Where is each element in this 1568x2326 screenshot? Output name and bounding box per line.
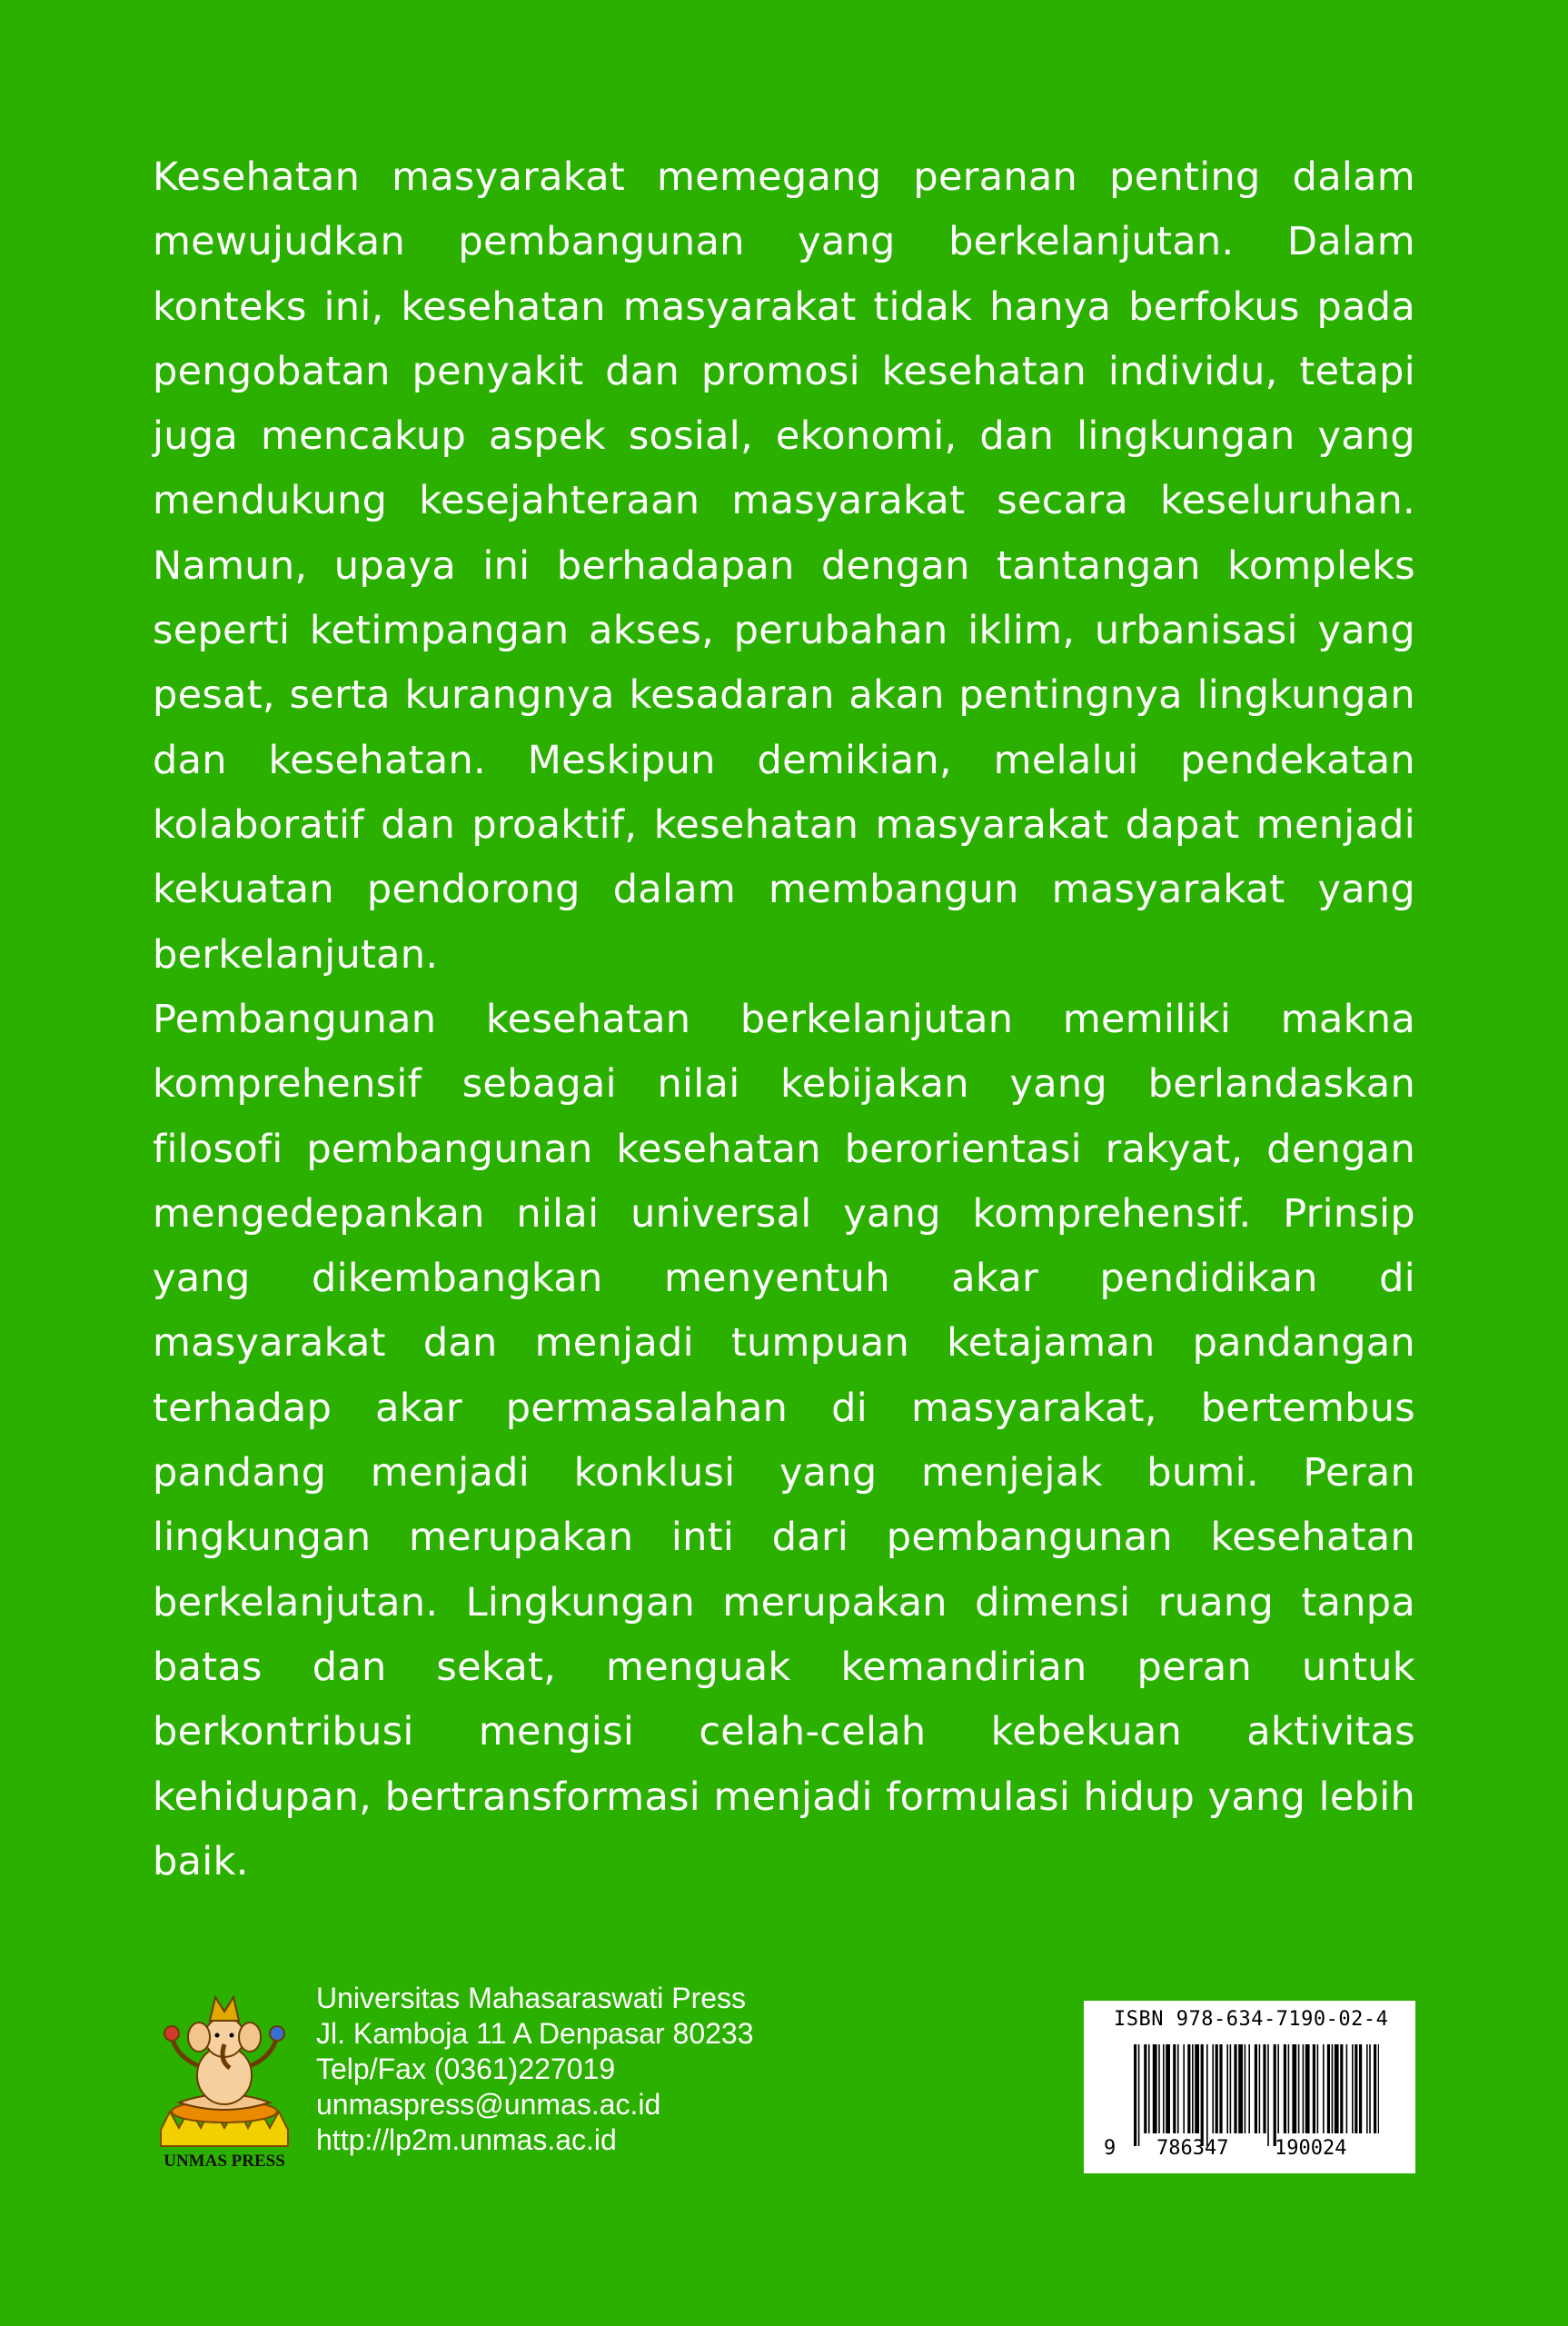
barcode-left-digits: 786347 [1156,2137,1229,2160]
publisher-phone: Telp/Fax (0361)227019 [316,2053,616,2085]
publisher-name: Universitas Mahasaraswati Press [316,1982,747,2014]
blurb-paragraph-1: Kesehatan masyarakat memegang peranan penting dalam mewujudkan pembangunan yang berkelanjutan. Dalam konteks ini, kesehatan masyarakat tidak hanya berfokus pada pengobatan penyakit dan promosi kesehatan individu, tetapi juga mencakup aspek sosial, ekonomi, dan lingkungan yang mendukung kesejahteraan masyarakat secara keseluruhan. Namun, upaya ini berhadapan dengan tantangan kompleks seperti ketimpangan akses, perubahan iklim, urbanisasi yang pesat, serta kurangnya kesadaran akan pentingnya lingkungan dan kesehatan. Meskipun demikian, melalui pendekatan kolaboratif dan proaktif, kesehatan masyarakat dapat menjadi kekuatan pendorong dalam membangun masyarakat yang berkelanjutan. [153,154,1415,978]
publisher-info [316,1981,754,2158]
barcode-right-digits: 190024 [1275,2137,1347,2160]
blurb-paragraph-2: Pembangunan kesehatan berkelanjutan memiliki makna komprehensif sebagai nilai kebijakan yang berlandaskan filosofi pembangunan kesehatan berorientasi rakyat, dengan mengedepankan nilai universal yang komprehensif. Prinsip yang dikembangkan menyentuh akar pendidikan di masyarakat dan menjadi tumpuan ketajaman pandangan terhadap akar permasalahan di masyarakat, bertembus pandang menjadi konklusi yang menjejak bumi. Peran lingkungan merupakan inti dari pembangunan kesehatan berkelanjutan. Lingkungan merupakan dimensi ruang tanpa batas dan sekat, menguak kemandirian peran untuk berkontribusi mengisi celah-celah kebekuan aktivitas kehidupan, bertransformasi menjadi formulasi hidup yang lebih baik. [153,997,1415,1884]
isbn-barcode [1084,2001,1415,2173]
ganesha-icon [152,1984,297,2175]
publisher-website: http://lp2m.unmas.ac.id [316,2123,617,2156]
barcode-bars [1134,2044,1379,2146]
logo-label: UNMAS PRESS [164,2152,285,2171]
isbn-number: ISBN 978-634-7190-02-4 [1114,2008,1389,2031]
publisher-email: unmaspress@unmas.ac.id [316,2088,661,2121]
publisher-address: Jl. Kamboja 11 A Denpasar 80233 [316,2017,754,2050]
barcode-lead-digit: 9 [1104,2137,1116,2160]
